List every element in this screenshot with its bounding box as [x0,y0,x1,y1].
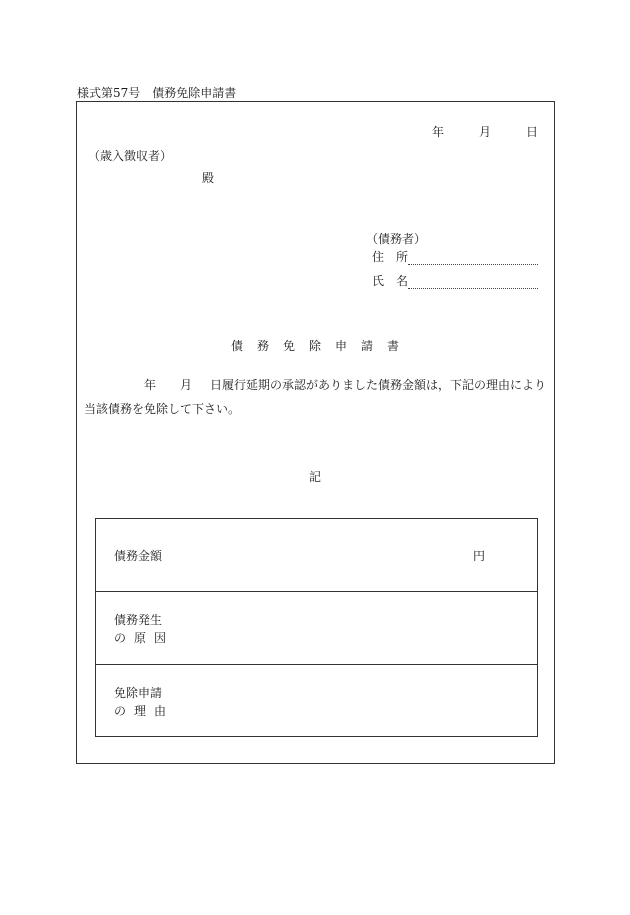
date-line [432,123,538,140]
debtor-label: （債務者） [366,232,427,246]
ki-heading: 記 [308,470,321,484]
reason-label [114,684,174,720]
reason-label-line-1: 免除申請 [114,686,163,700]
cause-label-line-1: 債務発生 [114,613,163,627]
body-line-2: 当該債務を免除して下さい。 [84,402,241,416]
document-title: 債務免除申請書 [230,339,413,353]
cause-label-line-2: の原因 [114,631,175,645]
cause-label [114,611,174,647]
body-line-1-text: 日履行延期の承認がありました債務金額は，下記の理由により [210,378,547,392]
detail-table [95,518,538,737]
body-year-label: 年 [144,378,157,392]
table-row-cause[interactable] [96,592,537,665]
recipient-honorific: 殿 [202,171,215,185]
date-day-label: 日 [526,125,539,139]
date-month-label: 月 [479,125,492,139]
reason-label-line-2: の理由 [114,704,175,718]
body-line-1 [144,376,546,393]
form-number-title: 様式第57号 債務免除申請書 [77,86,237,100]
name-label: 氏名 [372,274,421,288]
recipient-label: （歳入徴収者） [88,149,173,163]
name-dotted-line [408,288,538,289]
amount-unit: 円 [473,549,486,563]
amount-label: 債務金額 [114,549,163,563]
body-month-label: 月 [180,378,193,392]
debtor-address-field[interactable] [372,251,538,267]
table-row-amount[interactable] [96,519,537,592]
table-row-reason[interactable] [96,665,537,737]
date-year-label: 年 [432,125,445,139]
address-label: 住所 [372,250,421,264]
debtor-name-field[interactable] [372,275,538,291]
address-dotted-line [408,264,538,265]
